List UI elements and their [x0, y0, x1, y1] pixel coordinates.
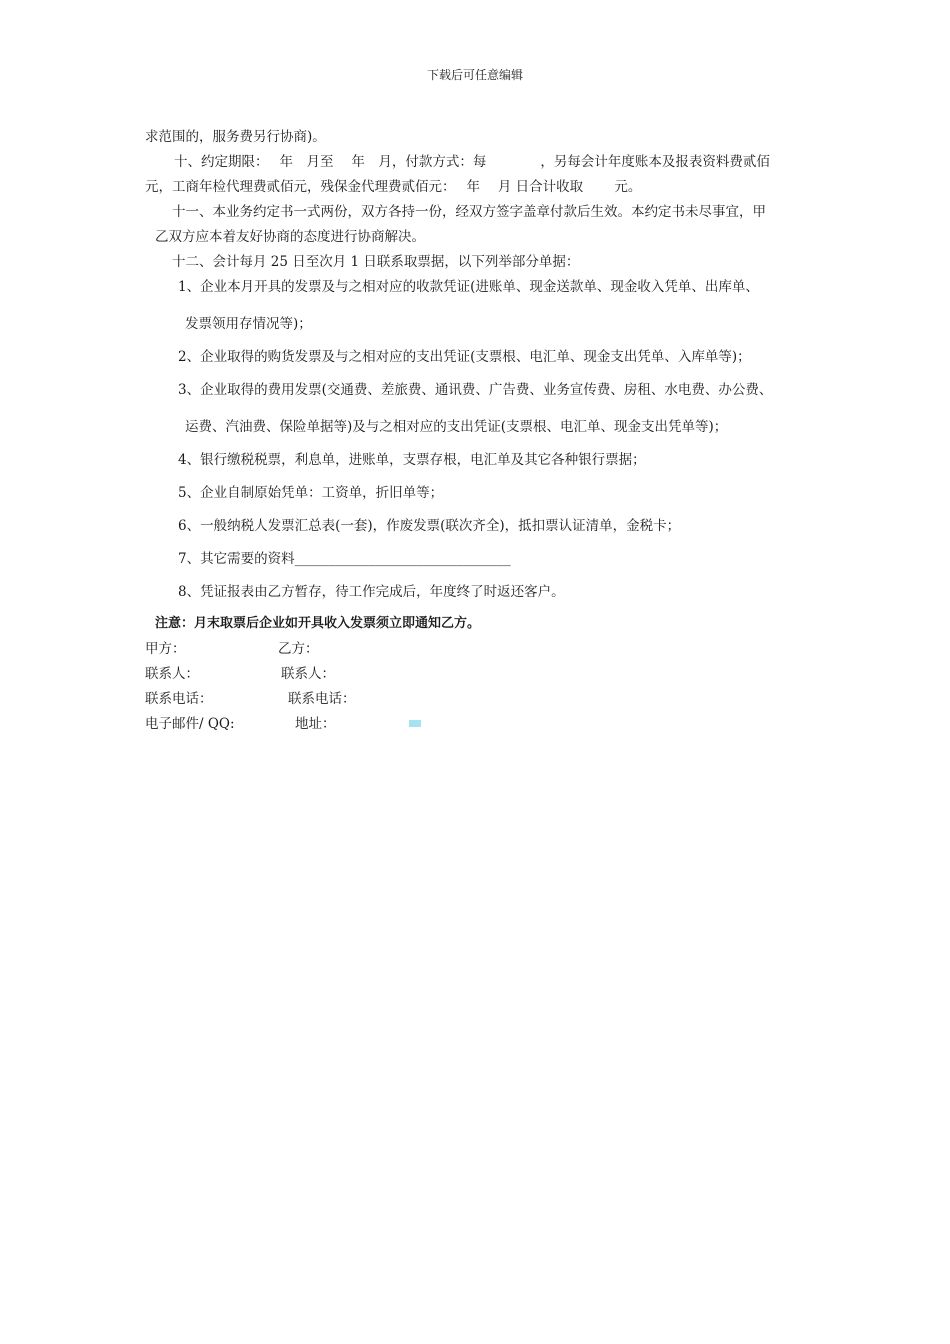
party-b-label: 乙方：: [278, 641, 319, 657]
list-item-3-line1: 3、企业取得的费用发票(交通费、差旅费、通讯费、广告费、业务宣传费、房租、水电费、办公费、: [178, 382, 773, 398]
contact-a-label: 联系人：: [145, 666, 199, 682]
list-item-8: 8、凭证报表由乙方暂存，待工作完成后，年度终了时返还客户。: [178, 584, 565, 600]
phone-a-label: 联系电话：: [145, 691, 213, 707]
clause-9-tail: 求范围的，服务费另行协商)。: [145, 129, 326, 145]
notice-text: 注意：月末取票后企业如开具收入发票须立即通知乙方。: [155, 616, 481, 631]
list-item-7: 7、其它需要的资料________________________________: [178, 551, 511, 567]
page-header: 下载后可任意编辑: [426, 68, 523, 82]
list-item-4: 4、银行缴税税票，利息单，进账单，支票存根，电汇单及其它各种银行票据；: [178, 452, 646, 468]
list-item-2: 2、企业取得的购货发票及与之相对应的支出凭证(支票根、电汇单、现金支出凭单、入库单等)；: [178, 349, 751, 365]
address-b-label: 地址：: [295, 716, 336, 732]
clause-11-line1: 十一、本业务约定书一式两份，双方各持一份，经双方签字盖章付款后生效。本约定书未尽事宜，甲: [172, 204, 766, 220]
list-item-3-line2: 运费、汽油费、保险单据等)及与之相对应的支出凭证(支票根、电汇单、现金支出凭单等)；: [185, 419, 728, 435]
list-item-1-line2: 发票领用存情况等)；: [185, 316, 312, 332]
phone-b-label: 联系电话：: [288, 691, 356, 707]
list-item-1-line1: 1、企业本月开具的发票及与之相对应的收款凭证(进账单、现金送款单、现金收入凭单、出库单、: [178, 279, 759, 295]
party-a-label: 甲方：: [145, 641, 186, 657]
clause-12-heading: 十二、会计每月 25 日至次月 1 日联系取票据，以下列举部分单据：: [172, 254, 580, 270]
clause-11-line2: 乙双方应本着友好协商的态度进行协商解决。: [155, 229, 425, 245]
email-a-label: 电子邮件/ QQ:: [145, 716, 235, 732]
list-item-6: 6、一般纳税人发票汇总表(一套)，作废发票(联次齐全)，抵扣票认证清单，金税卡；: [178, 518, 681, 534]
list-item-5: 5、企业自制原始凭单：工资单，折旧单等；: [178, 485, 444, 501]
clause-10-line1: 十、约定期限： 年 月至 年 月，付款方式：每 ，另每会计年度账本及报表资料费贰佰: [174, 154, 770, 170]
highlight-marker: [409, 720, 421, 727]
clause-10-line2: 元，工商年检代理费贰佰元，残保金代理费贰佰元： 年 月 日合计收取 元。: [145, 179, 642, 195]
contact-b-label: 联系人：: [281, 666, 335, 682]
